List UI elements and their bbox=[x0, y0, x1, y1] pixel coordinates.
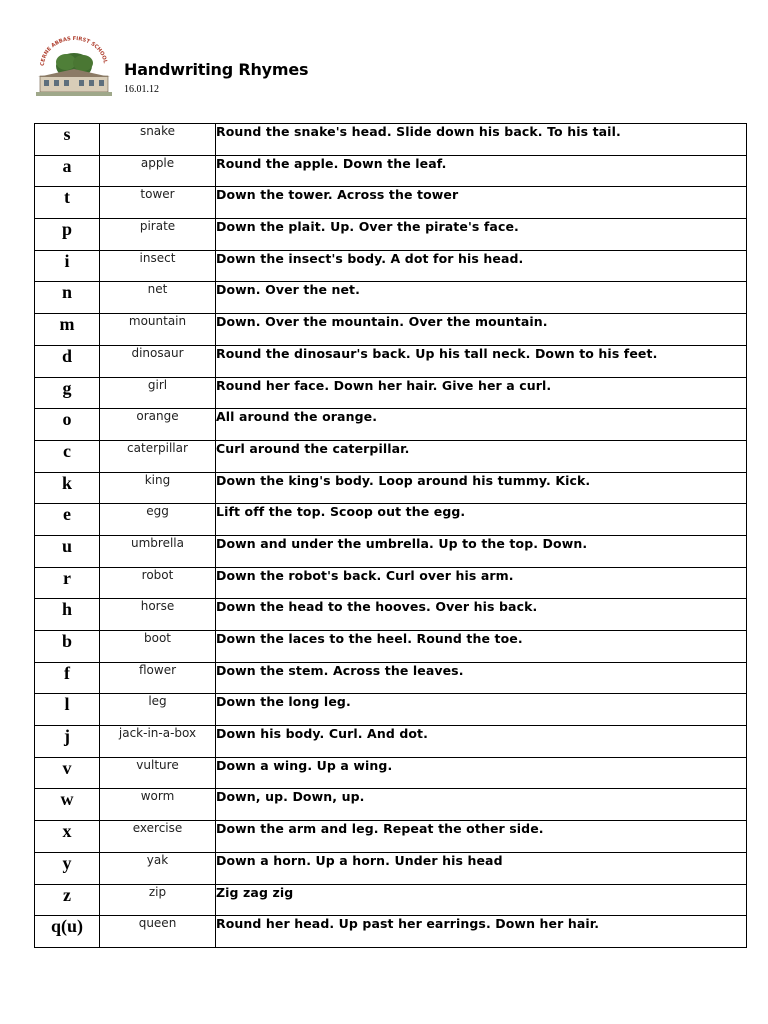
letter-cell: d bbox=[35, 345, 100, 377]
rhyme-cell: Down the king's body. Loop around his tummy. Kick. bbox=[216, 472, 747, 504]
table-row bbox=[35, 852, 747, 884]
rhyme-cell: Round the snake's head. Slide down his back. To his tail. bbox=[216, 124, 747, 156]
word-cell: boot bbox=[100, 631, 216, 663]
letter-cell: i bbox=[35, 250, 100, 282]
letter-cell: u bbox=[35, 535, 100, 567]
word-cell: pirate bbox=[100, 219, 216, 251]
table-row bbox=[35, 155, 747, 187]
letter-cell: y bbox=[35, 852, 100, 884]
word-cell: mountain bbox=[100, 314, 216, 346]
word-cell: vulture bbox=[100, 757, 216, 789]
rhyme-cell: Down a wing. Up a wing. bbox=[216, 757, 747, 789]
table-row bbox=[35, 631, 747, 663]
letter-cell: l bbox=[35, 694, 100, 726]
table-row bbox=[35, 314, 747, 346]
rhyme-cell: Down the tower. Across the tower bbox=[216, 187, 747, 219]
word-cell: dinosaur bbox=[100, 345, 216, 377]
rhyme-cell: Round her head. Up past her earrings. Down her hair. bbox=[216, 916, 747, 948]
table-row bbox=[35, 409, 747, 441]
letter-cell: b bbox=[35, 631, 100, 663]
word-cell: king bbox=[100, 472, 216, 504]
letter-cell: e bbox=[35, 504, 100, 536]
rhyme-cell: Down. Over the mountain. Over the mountain. bbox=[216, 314, 747, 346]
word-cell: horse bbox=[100, 599, 216, 631]
table-row bbox=[35, 472, 747, 504]
rhyme-cell: Down his body. Curl. And dot. bbox=[216, 726, 747, 758]
rhyme-cell: Down the head to the hooves. Over his back. bbox=[216, 599, 747, 631]
rhyme-cell: Zig zag zig bbox=[216, 884, 747, 916]
letter-cell: v bbox=[35, 757, 100, 789]
rhyme-cell: Lift off the top. Scoop out the egg. bbox=[216, 504, 747, 536]
table-row bbox=[35, 345, 747, 377]
letter-cell: t bbox=[35, 187, 100, 219]
rhyme-cell: Down. Over the net. bbox=[216, 282, 747, 314]
letter-cell: q(u) bbox=[35, 916, 100, 948]
word-cell: jack-in-a-box bbox=[100, 726, 216, 758]
rhyme-cell: Down a horn. Up a horn. Under his head bbox=[216, 852, 747, 884]
word-cell: queen bbox=[100, 916, 216, 948]
rhyme-cell: Down the laces to the heel. Round the toe. bbox=[216, 631, 747, 663]
rhyme-cell: Down the stem. Across the leaves. bbox=[216, 662, 747, 694]
page-title: Handwriting Rhymes bbox=[124, 60, 309, 79]
word-cell: flower bbox=[100, 662, 216, 694]
word-cell: insect bbox=[100, 250, 216, 282]
table-row bbox=[35, 567, 747, 599]
rhyme-cell: All around the orange. bbox=[216, 409, 747, 441]
table-row bbox=[35, 250, 747, 282]
page-date: 16.01.12 bbox=[124, 84, 159, 95]
table-row bbox=[35, 440, 747, 472]
rhyme-cell: Down the long leg. bbox=[216, 694, 747, 726]
table-row bbox=[35, 504, 747, 536]
letter-cell: a bbox=[35, 155, 100, 187]
letter-cell: z bbox=[35, 884, 100, 916]
rhyme-cell: Round the apple. Down the leaf. bbox=[216, 155, 747, 187]
letter-cell: c bbox=[35, 440, 100, 472]
word-cell: tower bbox=[100, 187, 216, 219]
word-cell: umbrella bbox=[100, 535, 216, 567]
table-row bbox=[35, 282, 747, 314]
table-row bbox=[35, 694, 747, 726]
rhyme-cell: Round the dinosaur's back. Up his tall neck. Down to his feet. bbox=[216, 345, 747, 377]
letter-cell: g bbox=[35, 377, 100, 409]
word-cell: worm bbox=[100, 789, 216, 821]
word-cell: apple bbox=[100, 155, 216, 187]
word-cell: orange bbox=[100, 409, 216, 441]
word-cell: egg bbox=[100, 504, 216, 536]
table-row bbox=[35, 187, 747, 219]
table-row bbox=[35, 916, 747, 948]
word-cell: leg bbox=[100, 694, 216, 726]
rhyme-cell: Down the arm and leg. Repeat the other side. bbox=[216, 821, 747, 853]
rhyme-cell: Curl around the caterpillar. bbox=[216, 440, 747, 472]
rhyme-cell: Round her face. Down her hair. Give her a curl. bbox=[216, 377, 747, 409]
rhymes-table-body bbox=[35, 124, 747, 948]
word-cell: zip bbox=[100, 884, 216, 916]
rhyme-cell: Down the robot's back. Curl over his arm. bbox=[216, 567, 747, 599]
table-row bbox=[35, 789, 747, 821]
letter-cell: o bbox=[35, 409, 100, 441]
word-cell: yak bbox=[100, 852, 216, 884]
word-cell: caterpillar bbox=[100, 440, 216, 472]
table-row bbox=[35, 821, 747, 853]
letter-cell: h bbox=[35, 599, 100, 631]
letter-cell: n bbox=[35, 282, 100, 314]
table-row bbox=[35, 219, 747, 251]
rhymes-table bbox=[34, 123, 747, 948]
word-cell: net bbox=[100, 282, 216, 314]
table-row bbox=[35, 599, 747, 631]
letter-cell: w bbox=[35, 789, 100, 821]
rhyme-cell: Down, up. Down, up. bbox=[216, 789, 747, 821]
table-row bbox=[35, 535, 747, 567]
letter-cell: j bbox=[35, 726, 100, 758]
letter-cell: r bbox=[35, 567, 100, 599]
letter-cell: p bbox=[35, 219, 100, 251]
table-row bbox=[35, 884, 747, 916]
letter-cell: x bbox=[35, 821, 100, 853]
letter-cell: s bbox=[35, 124, 100, 156]
table-row bbox=[35, 757, 747, 789]
word-cell: exercise bbox=[100, 821, 216, 853]
rhyme-cell: Down and under the umbrella. Up to the top. Down. bbox=[216, 535, 747, 567]
table-row bbox=[35, 726, 747, 758]
table-row bbox=[35, 662, 747, 694]
word-cell: robot bbox=[100, 567, 216, 599]
rhyme-cell: Down the insect's body. A dot for his head. bbox=[216, 250, 747, 282]
letter-cell: m bbox=[35, 314, 100, 346]
letter-cell: f bbox=[35, 662, 100, 694]
table-row bbox=[35, 124, 747, 156]
word-cell: girl bbox=[100, 377, 216, 409]
table-row bbox=[35, 377, 747, 409]
rhyme-cell: Down the plait. Up. Over the pirate's face. bbox=[216, 219, 747, 251]
letter-cell: k bbox=[35, 472, 100, 504]
logo-arc-text: CERNE ABBAS FIRST SCHOOL bbox=[39, 36, 108, 67]
school-logo bbox=[36, 36, 112, 96]
word-cell: snake bbox=[100, 124, 216, 156]
